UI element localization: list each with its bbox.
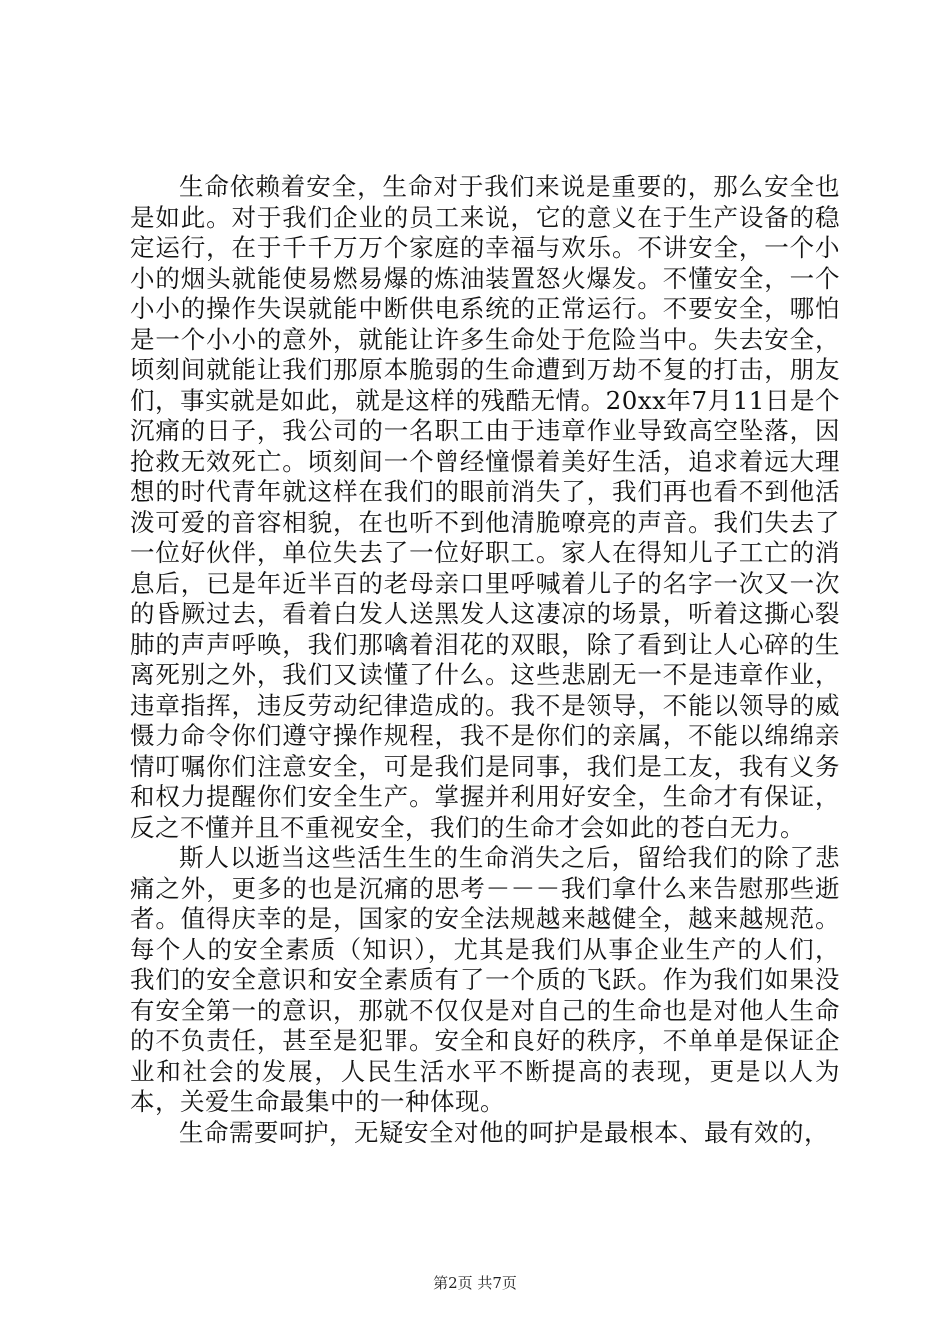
paragraph-2: 斯人以逝当这些活生生的生命消失之后，留给我们的除了悲痛之外，更多的也是沉痛的思考－－－我们拿什么来告慰那些逝者。值得庆幸的是，国家的安全法规越来越健全，越来越规范。每个人的安全素质（知识），尤其是我们从事企业生产的人们，我们的安全意识和安全素质有了一个质的飞跃。作为我们如果没有安全第一的意识，那就不仅仅是对自己的生命也是对他人生命的不负责任，甚至是犯罪。安全和良好的秩序，不单单是保证企业和社会的发展，人民生活水平不断提高的表现，更是以人为本，关爱生命最集中的一种体现。 <box>130 843 840 1116</box>
page-number-footer: 第2页 共7页 <box>433 1274 517 1292</box>
document-body <box>130 172 840 1148</box>
paragraph-3: 生命需要呵护，无疑安全对他的呵护是最根本、最有效的， <box>179 1117 829 1147</box>
paragraph-1: 生命依赖着安全，生命对于我们来说是重要的，那么安全也是如此。对于我们企业的员工来说，它的意义在于生产设备的稳定运行，在于千千万万个家庭的幸福与欢乐。不讲安全，一个小小的烟头就能使易燃易爆的炼油装置怒火爆发。不懂安全，一个小小的操作失误就能中断供电系统的正常运行。不要安全，哪怕是一个小小的意外，就能让许多生命处于危险当中。失去安全，顷刻间就能让我们那原本脆弱的生命遭到万劫不复的打击，朋友们，事实就是如此，就是这样的残酷无情。20xx年7月11日是个沉痛的日子，我公司的一名职工由于违章作业导致高空坠落，因抢救无效死亡。顷刻间一个曾经憧憬着美好生活，追求着远大理想的时代青年就这样在我们的眼前消失了，我们再也看不到他活泼可爱的音容相貌，在也听不到他清脆嘹亮的声音。我们失去了一位好伙伴，单位失去了一位好职工。家人在得知儿子工亡的消息后，已是年近半百的老母亲口里呼喊着儿子的名字一次又一次的昏厥过去，看着白发人送黑发人这凄凉的场景，听着这撕心裂肺的声声呼唤，我们那噙着泪花的双眼，除了看到让人心碎的生离死别之外，我们又读懂了什么。这些悲剧无一不是违章作业，违章指挥，违反劳动纪律造成的。我不是领导，不能以领导的威慑力命令你们遵守操作规程，我不是你们的亲属，不能以绵绵亲情叮嘱你们注意安全，可是我们是同事，我们是工友，我有义务和权力提醒你们安全生产。掌握并利用好安全，生命才有保证，反之不懂并且不重视安全，我们的生命才会如此的苍白无力。 <box>130 172 840 842</box>
